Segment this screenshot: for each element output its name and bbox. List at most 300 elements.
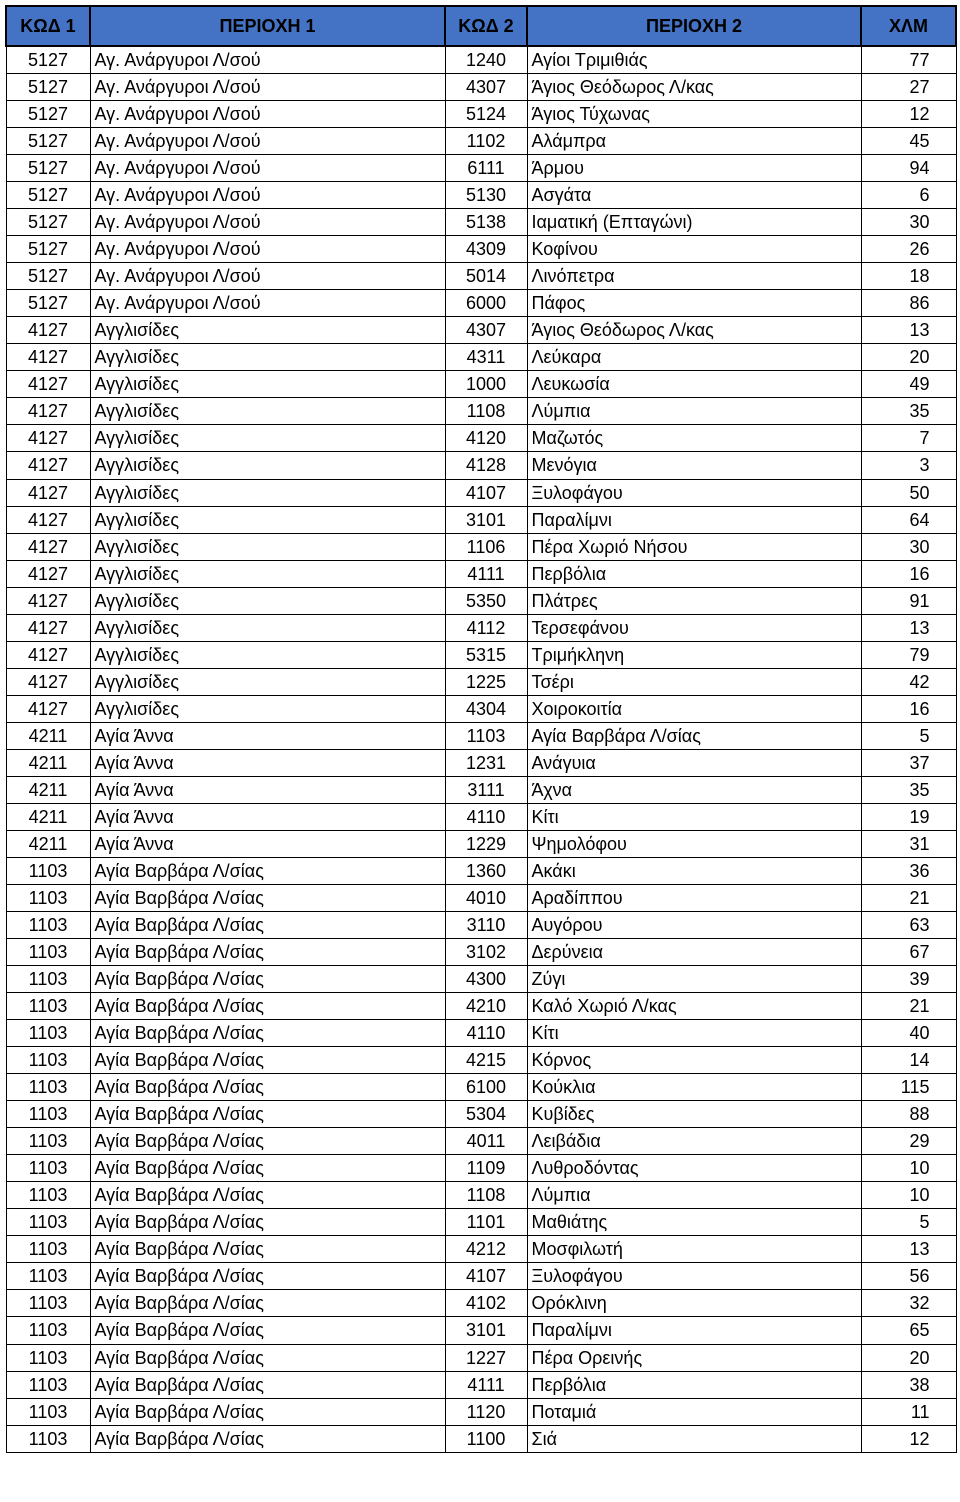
code-1-cell: 1103: [6, 939, 90, 966]
km-cell: 6: [861, 182, 956, 209]
code-1-cell: 5127: [6, 209, 90, 236]
area-2-cell: Περβόλια: [527, 560, 861, 587]
code-1-cell: 1103: [6, 966, 90, 993]
km-cell: 19: [861, 803, 956, 830]
area-1-cell: Αγία Βαρβάρα Λ/σίας: [90, 1290, 445, 1317]
table-row: [6, 1290, 956, 1317]
area-2-cell: Αγία Βαρβάρα Λ/σίας: [527, 722, 861, 749]
table-row: [6, 101, 956, 128]
table-row: [6, 1398, 956, 1425]
table-row: [6, 668, 956, 695]
km-cell: 18: [861, 263, 956, 290]
code-2-cell: 1102: [445, 128, 527, 155]
header-code-1: ΚΩΔ 1: [6, 6, 90, 46]
code-2-cell: 4120: [445, 425, 527, 452]
code-2-cell: 4311: [445, 344, 527, 371]
table-row: [6, 1047, 956, 1074]
table-row: [6, 263, 956, 290]
code-1-cell: 4127: [6, 317, 90, 344]
table-row: [6, 128, 956, 155]
table-row: [6, 803, 956, 830]
code-2-cell: 4107: [445, 1263, 527, 1290]
code-1-cell: 4127: [6, 614, 90, 641]
code-1-cell: 1103: [6, 993, 90, 1020]
table-row: [6, 966, 956, 993]
area-1-cell: Αγ. Ανάργυροι Λ/σού: [90, 101, 445, 128]
km-cell: 11: [861, 1398, 956, 1425]
table-row: [6, 1344, 956, 1371]
km-cell: 7: [861, 425, 956, 452]
area-2-cell: Πάφος: [527, 290, 861, 317]
area-2-cell: Λύμπια: [527, 1182, 861, 1209]
km-cell: 20: [861, 1344, 956, 1371]
table-row: [6, 1101, 956, 1128]
code-1-cell: 4211: [6, 803, 90, 830]
code-1-cell: 4127: [6, 344, 90, 371]
area-1-cell: Αγία Βαρβάρα Λ/σίας: [90, 1209, 445, 1236]
area-2-cell: Αλάμπρα: [527, 128, 861, 155]
km-cell: 16: [861, 695, 956, 722]
code-1-cell: 1103: [6, 1047, 90, 1074]
km-cell: 65: [861, 1317, 956, 1344]
area-1-cell: Αγία Βαρβάρα Λ/σίας: [90, 1425, 445, 1452]
area-2-cell: Άρμου: [527, 155, 861, 182]
km-cell: 27: [861, 74, 956, 101]
area-1-cell: Αγία Βαρβάρα Λ/σίας: [90, 1344, 445, 1371]
area-1-cell: Αγ. Ανάργυροι Λ/σού: [90, 209, 445, 236]
area-2-cell: Λεύκαρα: [527, 344, 861, 371]
area-2-cell: Ασγάτα: [527, 182, 861, 209]
code-2-cell: 5304: [445, 1101, 527, 1128]
code-2-cell: 3110: [445, 912, 527, 939]
area-1-cell: Αγγλισίδες: [90, 587, 445, 614]
area-1-cell: Αγία Άννα: [90, 749, 445, 776]
code-2-cell: 1109: [445, 1155, 527, 1182]
code-1-cell: 4127: [6, 371, 90, 398]
area-2-cell: Αγίοι Τριμιθιάς: [527, 46, 861, 74]
code-2-cell: 1229: [445, 830, 527, 857]
table-row: [6, 641, 956, 668]
area-2-cell: Κίτι: [527, 1020, 861, 1047]
km-cell: 30: [861, 533, 956, 560]
table-row: [6, 939, 956, 966]
area-1-cell: Αγία Βαρβάρα Λ/σίας: [90, 912, 445, 939]
code-1-cell: 4127: [6, 398, 90, 425]
km-cell: 45: [861, 128, 956, 155]
code-1-cell: 1103: [6, 884, 90, 911]
km-cell: 42: [861, 668, 956, 695]
area-2-cell: Μοσφιλωτή: [527, 1236, 861, 1263]
area-1-cell: Αγγλισίδες: [90, 506, 445, 533]
code-1-cell: 1103: [6, 1236, 90, 1263]
table-row: [6, 371, 956, 398]
area-2-cell: Περβόλια: [527, 1371, 861, 1398]
code-2-cell: 4212: [445, 1236, 527, 1263]
area-2-cell: Κοφίνου: [527, 236, 861, 263]
code-1-cell: 4211: [6, 776, 90, 803]
area-1-cell: Αγία Βαρβάρα Λ/σίας: [90, 1020, 445, 1047]
area-2-cell: Τερσεφάνου: [527, 614, 861, 641]
km-cell: 50: [861, 479, 956, 506]
area-2-cell: Λινόπετρα: [527, 263, 861, 290]
km-cell: 64: [861, 506, 956, 533]
area-2-cell: Ξυλοφάγου: [527, 479, 861, 506]
area-1-cell: Αγία Βαρβάρα Λ/σίας: [90, 857, 445, 884]
code-2-cell: 4309: [445, 236, 527, 263]
area-1-cell: Αγγλισίδες: [90, 668, 445, 695]
table-row: [6, 1074, 956, 1101]
area-1-cell: Αγ. Ανάργυροι Λ/σού: [90, 182, 445, 209]
area-1-cell: Αγία Βαρβάρα Λ/σίας: [90, 1236, 445, 1263]
code-2-cell: 4210: [445, 993, 527, 1020]
code-1-cell: 1103: [6, 1317, 90, 1344]
km-cell: 91: [861, 587, 956, 614]
table-row: [6, 1236, 956, 1263]
table-row: [6, 1263, 956, 1290]
code-1-cell: 1103: [6, 1182, 90, 1209]
area-1-cell: Αγγλισίδες: [90, 560, 445, 587]
area-2-cell: Άγιος Τύχωνας: [527, 101, 861, 128]
code-2-cell: 1100: [445, 1425, 527, 1452]
km-cell: 10: [861, 1182, 956, 1209]
table-row: [6, 452, 956, 479]
code-2-cell: 1103: [445, 722, 527, 749]
header-area-2: ΠΕΡΙΟΧΗ 2: [527, 6, 861, 46]
km-cell: 12: [861, 101, 956, 128]
table-header: [6, 6, 956, 46]
table-row: [6, 533, 956, 560]
code-2-cell: 1231: [445, 749, 527, 776]
table-row: [6, 1425, 956, 1452]
table-row: [6, 560, 956, 587]
area-2-cell: Ψημολόφου: [527, 830, 861, 857]
code-2-cell: 4102: [445, 1290, 527, 1317]
code-2-cell: 3101: [445, 1317, 527, 1344]
area-1-cell: Αγία Βαρβάρα Λ/σίας: [90, 1398, 445, 1425]
area-2-cell: Χοιροκοιτία: [527, 695, 861, 722]
km-cell: 79: [861, 641, 956, 668]
table-row: [6, 236, 956, 263]
code-1-cell: 4127: [6, 506, 90, 533]
area-2-cell: Αραδίππου: [527, 884, 861, 911]
code-1-cell: 1103: [6, 857, 90, 884]
km-cell: 21: [861, 993, 956, 1020]
code-2-cell: 1360: [445, 857, 527, 884]
code-1-cell: 5127: [6, 74, 90, 101]
area-2-cell: Πέρα Ορεινής: [527, 1344, 861, 1371]
table-row: [6, 425, 956, 452]
area-2-cell: Κίτι: [527, 803, 861, 830]
area-1-cell: Αγγλισίδες: [90, 479, 445, 506]
area-1-cell: Αγγλισίδες: [90, 425, 445, 452]
header-area-1: ΠΕΡΙΟΧΗ 1: [90, 6, 445, 46]
table-row: [6, 1371, 956, 1398]
table-row: [6, 830, 956, 857]
area-2-cell: Σιά: [527, 1425, 861, 1452]
code-2-cell: 3101: [445, 506, 527, 533]
code-1-cell: 1103: [6, 1155, 90, 1182]
area-1-cell: Αγία Βαρβάρα Λ/σίας: [90, 1155, 445, 1182]
km-cell: 56: [861, 1263, 956, 1290]
code-2-cell: 5130: [445, 182, 527, 209]
km-cell: 14: [861, 1047, 956, 1074]
table-row: [6, 398, 956, 425]
table-row: [6, 1155, 956, 1182]
area-1-cell: Αγγλισίδες: [90, 695, 445, 722]
code-1-cell: 5127: [6, 236, 90, 263]
code-2-cell: 5124: [445, 101, 527, 128]
code-2-cell: 4110: [445, 803, 527, 830]
area-1-cell: Αγ. Ανάργυροι Λ/σού: [90, 74, 445, 101]
area-2-cell: Μαθιάτης: [527, 1209, 861, 1236]
table-row: [6, 1209, 956, 1236]
table-row: [6, 344, 956, 371]
km-cell: 49: [861, 371, 956, 398]
table-row: [6, 1128, 956, 1155]
code-2-cell: 4307: [445, 317, 527, 344]
code-1-cell: 1103: [6, 1128, 90, 1155]
km-cell: 37: [861, 749, 956, 776]
table-row: [6, 695, 956, 722]
area-1-cell: Αγ. Ανάργυροι Λ/σού: [90, 128, 445, 155]
area-2-cell: Κυβίδες: [527, 1101, 861, 1128]
km-cell: 86: [861, 290, 956, 317]
km-cell: 88: [861, 1101, 956, 1128]
code-1-cell: 5127: [6, 290, 90, 317]
table-row: [6, 46, 956, 74]
km-cell: 16: [861, 560, 956, 587]
table-row: [6, 722, 956, 749]
area-1-cell: Αγία Βαρβάρα Λ/σίας: [90, 1047, 445, 1074]
area-2-cell: Λειβάδια: [527, 1128, 861, 1155]
area-2-cell: Άγιος Θεόδωρος Λ/κας: [527, 74, 861, 101]
area-1-cell: Αγ. Ανάργυροι Λ/σού: [90, 263, 445, 290]
code-2-cell: 4215: [445, 1047, 527, 1074]
km-cell: 13: [861, 317, 956, 344]
area-1-cell: Αγία Βαρβάρα Λ/σίας: [90, 1128, 445, 1155]
table-row: [6, 479, 956, 506]
code-2-cell: 4111: [445, 560, 527, 587]
code-2-cell: 4128: [445, 452, 527, 479]
code-1-cell: 1103: [6, 1290, 90, 1317]
code-2-cell: 1120: [445, 1398, 527, 1425]
table-row: [6, 912, 956, 939]
km-cell: 115: [861, 1074, 956, 1101]
area-1-cell: Αγία Βαρβάρα Λ/σίας: [90, 939, 445, 966]
area-1-cell: Αγία Βαρβάρα Λ/σίας: [90, 1101, 445, 1128]
area-1-cell: Αγία Βαρβάρα Λ/σίας: [90, 1074, 445, 1101]
area-2-cell: Ακάκι: [527, 857, 861, 884]
area-1-cell: Αγ. Ανάργυροι Λ/σού: [90, 290, 445, 317]
code-1-cell: 1103: [6, 1398, 90, 1425]
area-1-cell: Αγγλισίδες: [90, 641, 445, 668]
table-row: [6, 884, 956, 911]
area-2-cell: Ανάγυια: [527, 749, 861, 776]
km-cell: 13: [861, 614, 956, 641]
area-1-cell: Αγ. Ανάργυροι Λ/σού: [90, 155, 445, 182]
area-2-cell: Λευκωσία: [527, 371, 861, 398]
code-1-cell: 5127: [6, 182, 90, 209]
code-2-cell: 1240: [445, 46, 527, 74]
header-km: ΧΛΜ: [861, 6, 956, 46]
area-2-cell: Τριμήκληνη: [527, 641, 861, 668]
code-2-cell: 1108: [445, 1182, 527, 1209]
code-1-cell: 5127: [6, 128, 90, 155]
table-row: [6, 155, 956, 182]
area-1-cell: Αγγλισίδες: [90, 614, 445, 641]
area-2-cell: Μενόγια: [527, 452, 861, 479]
code-1-cell: 1103: [6, 1371, 90, 1398]
table-row: [6, 506, 956, 533]
code-2-cell: 4011: [445, 1128, 527, 1155]
code-2-cell: 1106: [445, 533, 527, 560]
area-2-cell: Τσέρι: [527, 668, 861, 695]
km-cell: 30: [861, 209, 956, 236]
area-2-cell: Κόρνος: [527, 1047, 861, 1074]
area-1-cell: Αγία Βαρβάρα Λ/σίας: [90, 993, 445, 1020]
code-2-cell: 6000: [445, 290, 527, 317]
code-2-cell: 4010: [445, 884, 527, 911]
km-cell: 63: [861, 912, 956, 939]
area-2-cell: Πέρα Χωριό Νήσου: [527, 533, 861, 560]
code-2-cell: 3111: [445, 776, 527, 803]
area-1-cell: Αγία Βαρβάρα Λ/σίας: [90, 1317, 445, 1344]
area-2-cell: Παραλίμνι: [527, 1317, 861, 1344]
area-2-cell: Ιαματική (Επταγώνι): [527, 209, 861, 236]
table-row: [6, 776, 956, 803]
area-2-cell: Ξυλοφάγου: [527, 1263, 861, 1290]
code-1-cell: 1103: [6, 912, 90, 939]
area-1-cell: Αγγλισίδες: [90, 452, 445, 479]
code-1-cell: 4127: [6, 668, 90, 695]
code-1-cell: 1103: [6, 1209, 90, 1236]
table-row: [6, 614, 956, 641]
table-row: [6, 857, 956, 884]
table-row: [6, 209, 956, 236]
code-2-cell: 4304: [445, 695, 527, 722]
area-2-cell: Άχνα: [527, 776, 861, 803]
code-2-cell: 1108: [445, 398, 527, 425]
code-2-cell: 4111: [445, 1371, 527, 1398]
area-2-cell: Δερύνεια: [527, 939, 861, 966]
table-row: [6, 317, 956, 344]
km-cell: 38: [861, 1371, 956, 1398]
area-2-cell: Άγιος Θεόδωρος Λ/κας: [527, 317, 861, 344]
code-1-cell: 5127: [6, 46, 90, 74]
km-cell: 94: [861, 155, 956, 182]
code-2-cell: 6111: [445, 155, 527, 182]
table-row: [6, 182, 956, 209]
code-1-cell: 4127: [6, 425, 90, 452]
km-cell: 13: [861, 1236, 956, 1263]
area-1-cell: Αγγλισίδες: [90, 533, 445, 560]
area-1-cell: Αγ. Ανάργυροι Λ/σού: [90, 236, 445, 263]
km-cell: 39: [861, 966, 956, 993]
area-1-cell: Αγία Άννα: [90, 803, 445, 830]
km-cell: 10: [861, 1155, 956, 1182]
code-1-cell: 4127: [6, 533, 90, 560]
area-2-cell: Καλό Χωριό Λ/κας: [527, 993, 861, 1020]
km-cell: 12: [861, 1425, 956, 1452]
code-2-cell: 5350: [445, 587, 527, 614]
area-2-cell: Κούκλια: [527, 1074, 861, 1101]
code-2-cell: 5138: [445, 209, 527, 236]
code-2-cell: 4307: [445, 74, 527, 101]
km-cell: 35: [861, 776, 956, 803]
code-1-cell: 1103: [6, 1344, 90, 1371]
area-2-cell: Ζύγι: [527, 966, 861, 993]
area-1-cell: Αγ. Ανάργυροι Λ/σού: [90, 46, 445, 74]
table-row: [6, 74, 956, 101]
area-1-cell: Αγία Άννα: [90, 776, 445, 803]
code-1-cell: 1103: [6, 1425, 90, 1452]
code-2-cell: 4112: [445, 614, 527, 641]
km-cell: 3: [861, 452, 956, 479]
code-2-cell: 5315: [445, 641, 527, 668]
code-1-cell: 4211: [6, 722, 90, 749]
area-2-cell: Μαζωτός: [527, 425, 861, 452]
km-cell: 36: [861, 857, 956, 884]
area-1-cell: Αγγλισίδες: [90, 317, 445, 344]
code-2-cell: 1000: [445, 371, 527, 398]
area-2-cell: Αυγόρου: [527, 912, 861, 939]
area-2-cell: Πλάτρες: [527, 587, 861, 614]
table-row: [6, 993, 956, 1020]
area-1-cell: Αγία Βαρβάρα Λ/σίας: [90, 1182, 445, 1209]
area-1-cell: Αγία Βαρβάρα Λ/σίας: [90, 966, 445, 993]
table-body: [6, 46, 956, 1452]
code-2-cell: 5014: [445, 263, 527, 290]
code-1-cell: 5127: [6, 263, 90, 290]
code-2-cell: 1101: [445, 1209, 527, 1236]
km-cell: 26: [861, 236, 956, 263]
code-1-cell: 4127: [6, 560, 90, 587]
km-cell: 31: [861, 830, 956, 857]
code-1-cell: 1103: [6, 1101, 90, 1128]
area-1-cell: Αγγλισίδες: [90, 371, 445, 398]
code-1-cell: 4127: [6, 479, 90, 506]
km-cell: 35: [861, 398, 956, 425]
km-cell: 5: [861, 1209, 956, 1236]
area-1-cell: Αγγλισίδες: [90, 398, 445, 425]
area-1-cell: Αγία Βαρβάρα Λ/σίας: [90, 1371, 445, 1398]
km-cell: 29: [861, 1128, 956, 1155]
code-1-cell: 4211: [6, 830, 90, 857]
header-code-2: ΚΩΔ 2: [445, 6, 527, 46]
area-2-cell: Ορόκλινη: [527, 1290, 861, 1317]
code-2-cell: 1227: [445, 1344, 527, 1371]
code-1-cell: 4127: [6, 587, 90, 614]
km-cell: 5: [861, 722, 956, 749]
table-row: [6, 749, 956, 776]
code-1-cell: 5127: [6, 101, 90, 128]
area-2-cell: Ποταμιά: [527, 1398, 861, 1425]
distance-table: [5, 5, 957, 1453]
code-2-cell: 4107: [445, 479, 527, 506]
code-1-cell: 1103: [6, 1263, 90, 1290]
area-1-cell: Αγγλισίδες: [90, 344, 445, 371]
table-row: [6, 290, 956, 317]
code-2-cell: 4110: [445, 1020, 527, 1047]
table-row: [6, 1020, 956, 1047]
area-1-cell: Αγία Βαρβάρα Λ/σίας: [90, 884, 445, 911]
km-cell: 40: [861, 1020, 956, 1047]
area-2-cell: Λύμπια: [527, 398, 861, 425]
km-cell: 21: [861, 884, 956, 911]
area-2-cell: Παραλίμνι: [527, 506, 861, 533]
code-2-cell: 3102: [445, 939, 527, 966]
km-cell: 32: [861, 1290, 956, 1317]
